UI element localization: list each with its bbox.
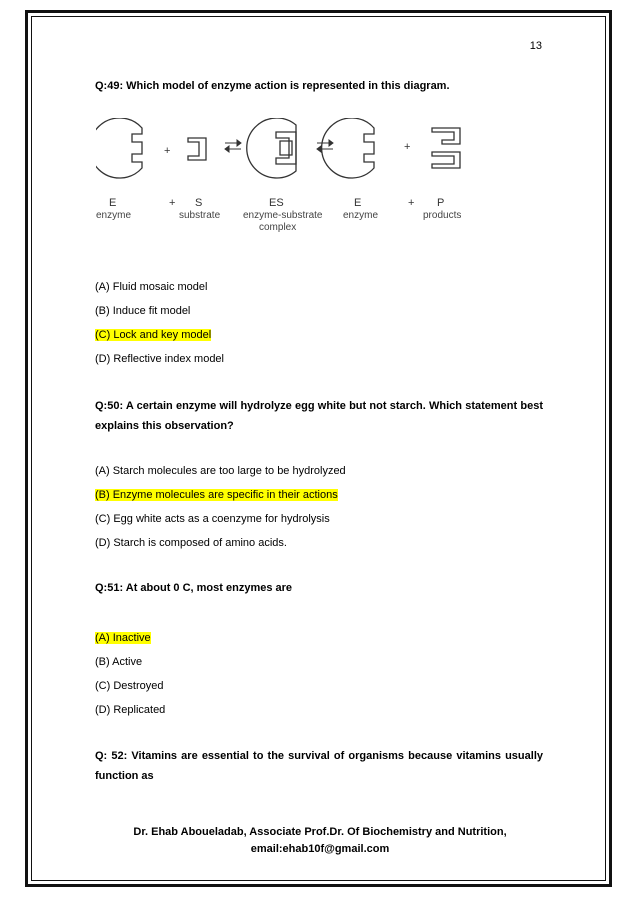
substrate-shape: [188, 138, 206, 160]
label-ES: ES: [269, 197, 284, 209]
label-plus: +: [169, 197, 176, 209]
q51-option-b: (B) Active: [95, 656, 143, 668]
enzyme-diagram: [96, 118, 476, 236]
q50-option-b: (B) Enzyme molecules are specific in their actions: [95, 489, 338, 501]
label-E: E: [109, 197, 117, 209]
label-plus-2: +: [408, 197, 415, 209]
q50-option-c: (C) Egg white acts as a coenzyme for hydrolysis: [95, 513, 330, 525]
enzyme-shape-2: [322, 118, 374, 178]
plus-sign: +: [404, 141, 411, 153]
label-products: products: [423, 210, 462, 221]
label-substrate: substrate: [179, 210, 221, 221]
q50-option-a: (A) Starch molecules are too large to be hydrolyzed: [95, 465, 346, 477]
question-52: Q: 52: Vitamins are essential to the survival of organisms because vitamins usually function as: [95, 750, 543, 782]
q49-option-a: (A) Fluid mosaic model: [95, 281, 208, 293]
question-49: Q:49: Which model of enzyme action is represented in this diagram.: [95, 80, 450, 92]
label-enzyme-substrate: enzyme-substrate: [243, 210, 323, 221]
q49-option-d: (D) Reflective index model: [95, 353, 224, 365]
label-enzyme-2: enzyme: [343, 210, 379, 221]
q49-option-c: (C) Lock and key model: [95, 329, 212, 341]
label-S: S: [195, 197, 203, 209]
q49-option-b: (B) Induce fit model: [95, 305, 191, 317]
label-E-2: E: [354, 197, 362, 209]
question-51: Q:51: At about 0 C, most enzymes are: [95, 582, 293, 594]
q51-option-a: (A) Inactive: [95, 632, 151, 644]
footer: [60, 824, 580, 858]
q50-option-d: (D) Starch is composed of amino acids.: [95, 537, 287, 549]
label-enzyme: enzyme: [96, 210, 132, 221]
q51-option-c: (C) Destroyed: [95, 680, 164, 692]
footer-author: Dr. Ehab Aboueladab, Associate Prof.Dr. Of Biochemistry and Nutrition,: [133, 826, 507, 838]
footer-email: email:ehab10f@gmail.com: [250, 843, 390, 855]
enzyme-shape: [96, 118, 142, 178]
question-50: Q:50: A certain enzyme will hydrolyze egg white but not starch. Which statement best explains this observation?: [95, 400, 543, 432]
plus-sign: +: [164, 145, 171, 157]
products-shape: [432, 128, 460, 144]
label-P: P: [437, 197, 445, 209]
page-number: 13: [529, 40, 542, 52]
q51-option-d: (D) Replicated: [95, 704, 166, 716]
label-complex: complex: [259, 222, 297, 233]
